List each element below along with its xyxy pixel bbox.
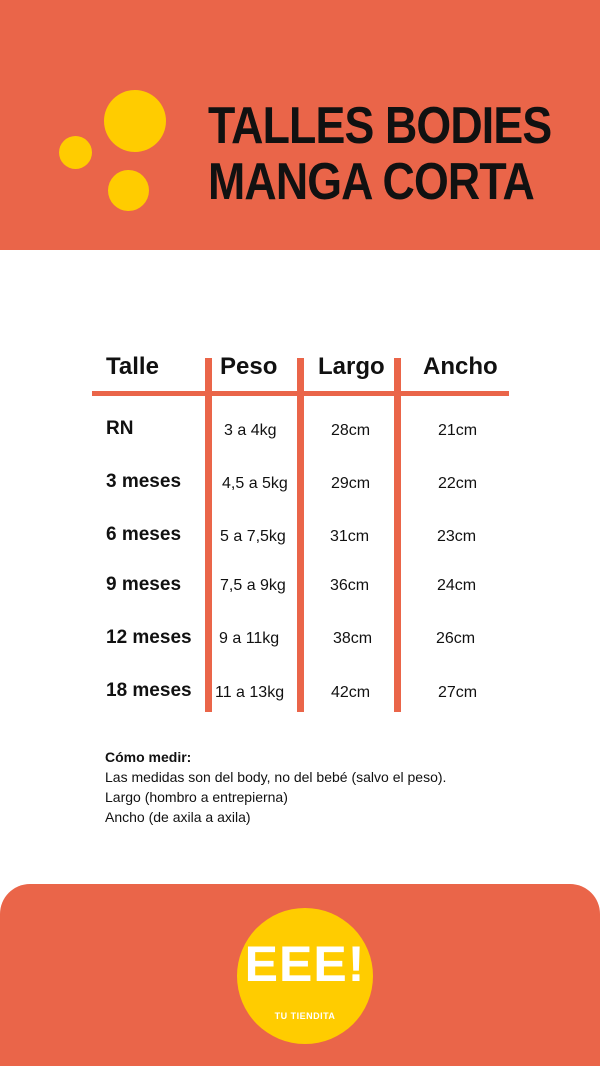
table-cell-peso: 5 a 7,5kg	[220, 528, 286, 545]
column-divider-2	[297, 358, 304, 712]
table-cell-talle: 18 meses	[106, 680, 192, 701]
notes-line: Largo (hombro a entrepierna)	[105, 789, 288, 805]
table-cell-peso: 9 a 11kg	[219, 630, 280, 647]
column-header-peso: Peso	[220, 353, 278, 380]
measuring-notes	[105, 747, 446, 827]
table-cell-ancho: 24cm	[437, 577, 477, 594]
table-cell-ancho: 21cm	[438, 422, 478, 439]
table-cell-talle: 12 meses	[106, 627, 192, 648]
table-cell-ancho: 22cm	[438, 475, 478, 492]
table-cell-ancho: 23cm	[437, 528, 477, 545]
table-cell-largo: 38cm	[333, 630, 373, 647]
brand-logo	[237, 908, 373, 1044]
logo-tagline: TU TIENDITA	[274, 1011, 336, 1021]
table-cell-largo: 28cm	[331, 422, 371, 439]
column-header-ancho: Ancho	[423, 353, 498, 380]
table-cell-peso: 3 a 4kg	[224, 422, 277, 439]
column-divider-3	[394, 358, 401, 712]
table-cell-peso: 11 a 13kg	[215, 684, 285, 701]
table-cell-ancho: 26cm	[436, 630, 476, 647]
table-cell-largo: 42cm	[331, 684, 371, 701]
table-cell-talle: 6 meses	[106, 524, 182, 545]
table-cell-talle: 9 meses	[106, 574, 182, 595]
table-cell-largo: 31cm	[330, 528, 370, 545]
table-cell-peso: 4,5 a 5kg	[222, 475, 288, 492]
column-divider-1	[205, 358, 212, 712]
logo-text: EEE!	[244, 936, 366, 992]
table-cell-peso: 7,5 a 9kg	[220, 577, 286, 594]
notes-line: Las medidas son del body, no del bebé (salvo el peso).	[105, 769, 447, 785]
table-cell-ancho: 27cm	[438, 684, 478, 701]
column-header-talle: Talle	[106, 353, 159, 380]
title-line-1: TALLES BODIES	[208, 97, 552, 155]
table-cell-talle: 3 meses	[106, 471, 182, 492]
notes-heading: Cómo medir:	[105, 749, 192, 765]
column-header-largo: Largo	[318, 353, 385, 380]
table-cell-largo: 36cm	[330, 577, 370, 594]
notes-line: Ancho (de axila a axila)	[105, 809, 251, 825]
table-cell-talle: RN	[106, 418, 134, 439]
title-line-2: MANGA CORTA	[208, 153, 534, 211]
table-cell-largo: 29cm	[331, 475, 371, 492]
